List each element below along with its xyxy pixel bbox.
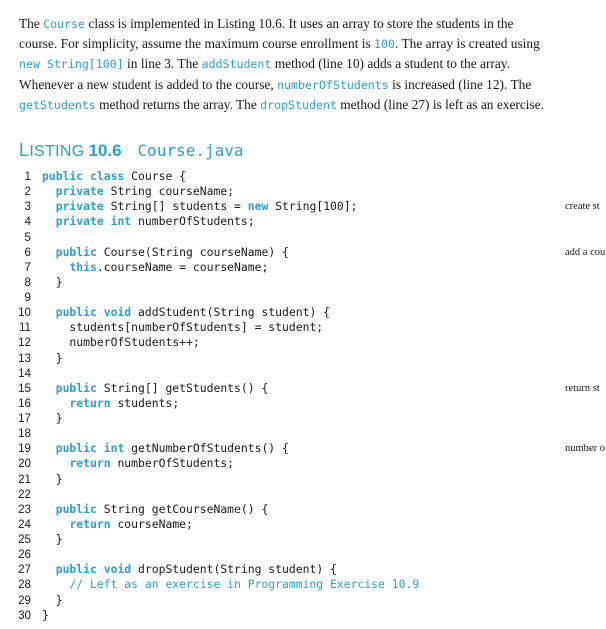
code-line: [0, 517, 606, 532]
code-line: [0, 487, 606, 502]
code-token: numberOfStudents;: [131, 214, 255, 229]
line-number: 25: [18, 533, 31, 546]
code-token: courseName;: [110, 516, 193, 531]
code-token: [42, 396, 69, 410]
line-number: 16: [18, 396, 31, 410]
code-text: [42, 532, 63, 547]
inline-code-addstudent: addStudent: [201, 57, 272, 72]
line-number: 27: [18, 563, 31, 577]
margin-note: return st: [565, 382, 600, 394]
code-line: [0, 532, 606, 547]
listing-label-rest: ISTING: [29, 143, 85, 160]
code-token: students;: [110, 395, 180, 410]
code-line: [0, 290, 606, 305]
line-number: 18: [18, 427, 31, 441]
intro-text: . The array is created using: [395, 36, 540, 52]
code-token: [42, 381, 56, 395]
code-text: [42, 214, 255, 229]
code-line: [0, 169, 606, 184]
line-number: 9: [24, 291, 31, 304]
line-number: 7: [24, 260, 31, 274]
code-line: [0, 260, 606, 275]
code-line: [0, 608, 606, 623]
code-text: [42, 456, 234, 471]
code-text: [42, 411, 63, 426]
line-number: 4: [24, 215, 31, 229]
code-line: [0, 502, 606, 517]
line-number: 24: [18, 517, 31, 531]
code-keyword: private int: [55, 214, 132, 229]
code-token: [42, 214, 56, 228]
code-token: Course {: [124, 169, 187, 183]
code-token: [42, 441, 56, 455]
line-number: 29: [18, 593, 31, 607]
code-line: [0, 320, 606, 335]
line-number: 26: [18, 548, 31, 562]
intro-text: method returns the array. The: [95, 96, 261, 112]
code-token: [42, 184, 56, 198]
code-line: [0, 396, 606, 411]
code-comment: // Left as an exercise in Programming Exercise 10.9: [69, 577, 420, 592]
code-line: [0, 335, 606, 350]
line-number: 23: [18, 502, 31, 516]
line-number: 17: [18, 412, 31, 425]
line-number: 11: [18, 321, 31, 335]
intro-text: is increased (line 12). The: [388, 76, 532, 92]
code-text: [42, 320, 323, 335]
listing-label-initial: L: [19, 140, 30, 160]
code-token: [42, 562, 56, 576]
code-keyword: public: [55, 501, 97, 516]
inline-code-course: Course: [43, 17, 86, 31]
code-line: [0, 275, 606, 290]
code-token: }: [42, 350, 63, 365]
inline-code-100: 100: [374, 37, 395, 52]
intro-text: class is implemented in Listing 10.6. It uses an array to store the students in the course. For simplicity, assume the maximum course enrollment is: [19, 16, 514, 52]
code-token: [42, 577, 69, 591]
line-number: 5: [24, 230, 31, 244]
line-number: 15: [18, 381, 31, 395]
inline-code-new-string: new String[100]: [19, 57, 124, 72]
line-number: 10: [18, 306, 31, 320]
code-keyword: return: [69, 395, 111, 410]
line-number: 13: [18, 351, 31, 365]
code-line: [0, 472, 606, 487]
code-line: [0, 351, 606, 366]
listing-number: 10.6: [88, 141, 122, 160]
code-text: [42, 608, 49, 623]
intro-text: in line 3. The: [123, 56, 202, 72]
code-line: [0, 184, 606, 199]
code-token: String courseName;: [103, 184, 235, 199]
code-line: [0, 547, 606, 562]
inline-code-getstudents: getStudents: [19, 97, 96, 112]
code-text: [42, 502, 268, 517]
code-token: [42, 260, 69, 274]
code-text: [42, 335, 200, 350]
code-token: }: [42, 532, 63, 546]
margin-note: add a cou: [565, 246, 606, 258]
code-text: [42, 184, 234, 199]
code-line: [0, 305, 606, 320]
line-number: 22: [18, 487, 31, 501]
code-token: Course(String courseName) {: [96, 244, 289, 259]
code-text: [42, 472, 63, 487]
code-keyword: new: [247, 199, 269, 214]
code-line: [0, 214, 606, 229]
line-number: 8: [24, 275, 31, 289]
code-text: [42, 593, 63, 608]
code-text: [42, 577, 419, 592]
code-token: [42, 305, 56, 319]
code-keyword: public void: [55, 305, 132, 320]
code-token: String[100];: [268, 199, 358, 214]
line-number: 6: [24, 245, 31, 259]
code-line: [0, 577, 606, 592]
code-text: [42, 396, 179, 411]
code-line: [0, 381, 606, 396]
code-token: }: [42, 592, 63, 607]
margin-note: create st: [565, 201, 600, 213]
code-keyword: return: [69, 456, 111, 471]
code-token: addStudent(String student) {: [131, 305, 331, 320]
code-token: [42, 456, 69, 470]
code-line: [0, 245, 606, 260]
code-listing: [0, 169, 606, 623]
code-text: [42, 351, 63, 366]
code-keyword: private: [55, 199, 104, 214]
code-text: [42, 260, 268, 275]
code-keyword: this: [69, 259, 97, 274]
code-token: [42, 199, 56, 213]
code-token: [42, 245, 56, 259]
code-text: [42, 245, 289, 260]
code-token: numberOfStudents;: [110, 456, 235, 471]
code-line: [0, 426, 606, 441]
code-line: [0, 230, 606, 245]
code-token: }: [42, 471, 63, 486]
code-token: getNumberOfStudents() {: [124, 441, 289, 456]
code-token: .courseName = courseName;: [96, 259, 269, 274]
code-token: dropStudent(String student) {: [131, 562, 337, 577]
code-text: [42, 381, 268, 396]
inline-code-numberofstudents: numberOfStudents: [277, 77, 389, 92]
code-text: [42, 517, 193, 532]
code-keyword: public: [55, 380, 97, 395]
code-line: [0, 441, 606, 456]
line-number: 2: [24, 185, 31, 199]
code-token: }: [42, 411, 63, 425]
line-number: 3: [24, 200, 31, 214]
code-line: [0, 562, 606, 577]
intro-paragraph: [19, 14, 549, 115]
code-text: [42, 441, 289, 456]
code-token: String getCourseName() {: [96, 501, 269, 516]
code-keyword: public int: [55, 441, 125, 456]
line-number: 19: [18, 442, 31, 456]
code-keyword: public: [55, 244, 97, 259]
code-line: [0, 199, 606, 214]
code-line: [0, 593, 606, 608]
code-token: }: [42, 274, 63, 289]
code-text: [42, 169, 186, 184]
code-token: [42, 517, 69, 531]
code-keyword: private: [55, 184, 104, 199]
inline-code-dropstudent: dropStudent: [260, 97, 337, 112]
code-keyword: public class: [42, 169, 125, 183]
line-number: 14: [18, 366, 31, 380]
code-token: students[numberOfStudents] = student;: [42, 320, 324, 335]
intro-text: method (line 27) is left as an exercise.: [336, 96, 545, 112]
code-text: [42, 199, 357, 214]
code-text: [42, 562, 337, 577]
code-token: }: [42, 607, 49, 622]
code-keyword: return: [69, 516, 111, 531]
line-number: 20: [18, 457, 31, 471]
line-number: 30: [18, 608, 31, 622]
code-line: [0, 366, 606, 381]
intro-text: The: [19, 16, 44, 31]
code-line: [0, 411, 606, 426]
code-line: [0, 456, 606, 471]
line-number: 1: [24, 170, 31, 183]
code-token: numberOfStudents++;: [42, 335, 200, 350]
line-number: 12: [18, 336, 31, 350]
listing-label: [19, 140, 85, 160]
code-token: [42, 502, 56, 516]
code-token: String[] students =: [103, 199, 248, 214]
code-token: String[] getStudents() {: [96, 380, 269, 395]
line-number: 28: [18, 578, 31, 592]
line-number: 21: [18, 472, 31, 486]
margin-note: number o: [565, 443, 605, 455]
listing-filename: Course.java: [137, 141, 244, 160]
intro-text: method (line 10) adds a student to the array. Whenever a new student is added to the course,: [19, 56, 510, 92]
code-text: [42, 305, 330, 320]
code-text: [42, 275, 63, 290]
code-keyword: public void: [55, 562, 132, 577]
listing-heading: [19, 140, 244, 164]
